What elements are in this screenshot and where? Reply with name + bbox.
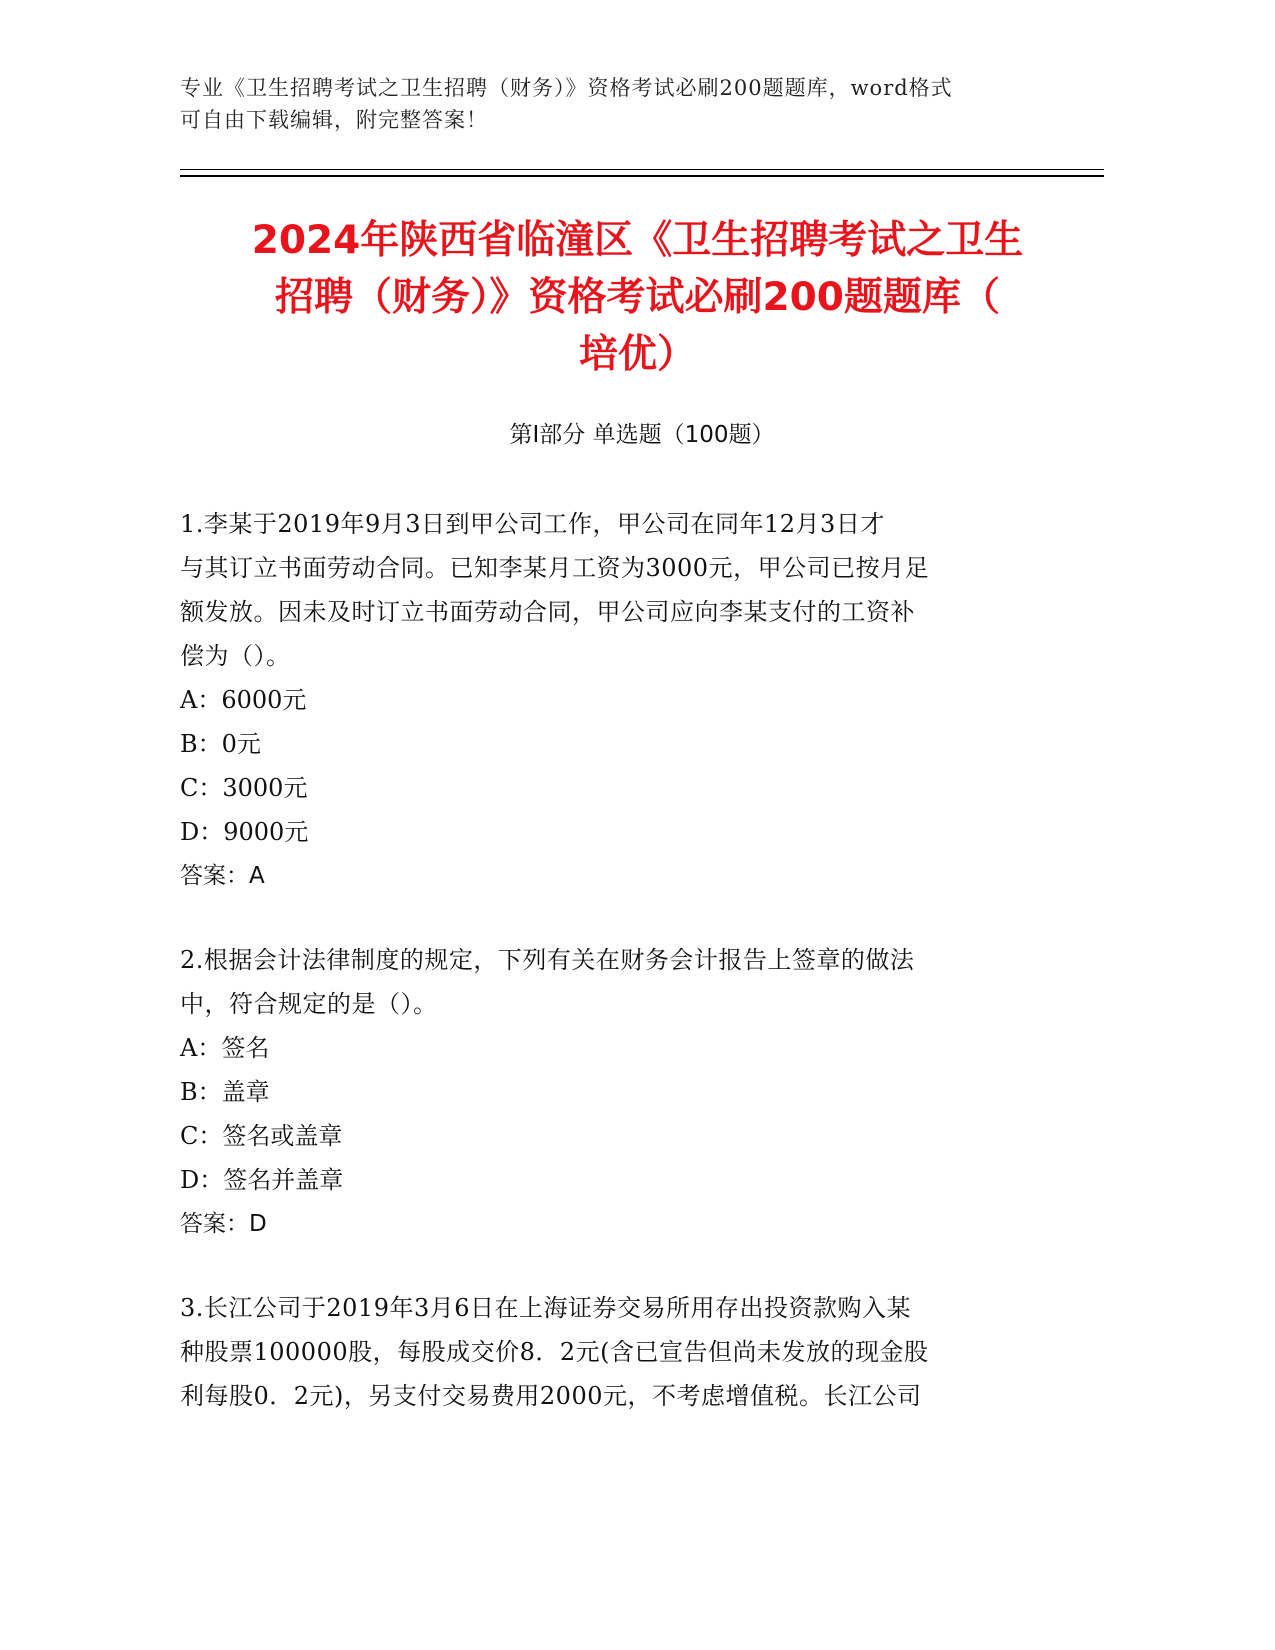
option-a: A：6000元 [180,686,307,714]
document-title-line-3: 培优） [578,332,696,377]
document-title-line-1: 2024年陕西省临潼区《卫生招聘考试之卫生 [251,218,1024,263]
question-stem [180,502,1040,678]
answer-label: 答案：A [180,863,265,889]
answer-label: 答案：D [180,1211,267,1237]
stem-line: 偿为（）。 [180,642,291,670]
stem-line: 额发放。因未及时订立书面劳动合同，甲公司应向李某支付的工资补 [180,598,915,626]
question-stem [180,1286,1040,1418]
stem-line: 种股票100000股，每股成交价8．2元(含已宣告但尚未发放的现金股 [180,1338,929,1366]
stem-line: 1.李某于2019年9月3日到甲公司工作，甲公司在同年12月3日才 [180,510,885,538]
document-title [170,212,1105,383]
header-note [180,72,1030,136]
option-c: C：3000元 [180,774,308,802]
header-note-line-1: 专业《卫生招聘考试之卫生招聘（财务）》资格考试必刷200题题库，word格式 [180,76,953,100]
option-c: C：签名或盖章 [180,1122,343,1150]
stem-line: 2.根据会计法律制度的规定，下列有关在财务会计报告上签章的做法 [180,946,915,974]
header-divider-top [180,169,1104,170]
stem-line: 利每股0．2元)，另支付交易费用2000元，不考虑增值税。长江公司 [180,1382,922,1410]
stem-line: 与其订立书面劳动合同。已知李某月工资为3000元，甲公司已按月足 [180,554,930,582]
option-a: A：签名 [180,1034,270,1062]
option-d: D：签名并盖章 [180,1166,344,1194]
option-d: D：9000元 [180,818,309,846]
option-b: B：0元 [180,730,261,758]
section-title: 第Ⅰ部分 单选题（100题） [509,422,775,448]
option-b: B：盖章 [180,1078,270,1106]
header-divider-bottom [180,175,1104,177]
stem-line: 3.长江公司于2019年3月6日在上海证券交易所用存出投资款购入某 [180,1294,912,1322]
document-title-line-2: 招聘（财务）》资格考试必刷200题题库（ [275,275,1000,320]
header-note-line-2: 可自由下载编辑，附完整答案！ [180,108,488,132]
stem-line: 中，符合规定的是（）。 [180,990,438,1018]
question-2 [180,938,1040,1246]
question-3 [180,1286,1040,1418]
question-stem [180,938,1040,1026]
question-1 [180,502,1040,898]
